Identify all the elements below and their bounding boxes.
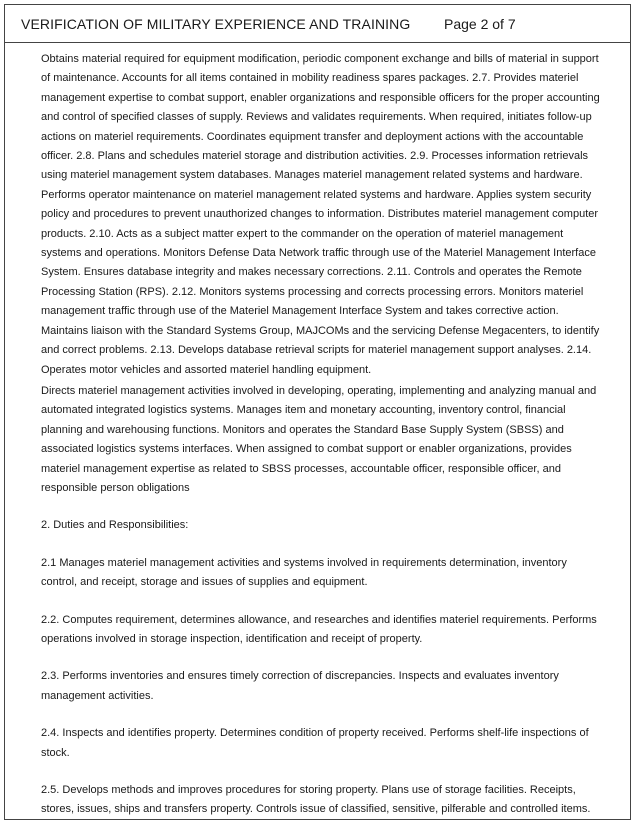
duty-item: 2.4. Inspects and identifies property. Determines condition of property received. Performs shelf-life inspections of stock. — [41, 727, 589, 759]
document-title: VERIFICATION OF MILITARY EXPERIENCE AND TRAINING — [21, 16, 411, 32]
continued-paragraph: Obtains material required for equipment modification, periodic component exchange and bills of material in support of maintenance. Accounts for all items contained in mobility readiness spares packages. 2.7. Provides materiel management expertise to combat support, enabler organizations and responsible officers for the proper accounting and control of specified classes of supply. Reviews and validates requirements. When required, initiates follow-up actions on materiel requirements. Coordinates equipment transfer and deployment actions with the accountable officer. 2.8. Plans and schedules materiel storage and distribution activities. 2.9. Processes information retrievals using materiel management system databases. Manages materiel management related systems and hardware. Performs operator maintenance on materiel management related systems and hardware. Applies system security policy and procedures to prevent unauthorized changes to information. Distributes materiel management computer products. 2.10. Acts as a subject matter expert to the commander on the operation of materiel management systems and operations. Monitors Defense Data Network traffic through use of the Materiel Management Interface System. Ensures database integrity and makes necessary corrections. 2.11. Controls and operates the Remote Processing Station (RPS). 2.12. Monitors systems processing and corrects processing errors. Monitors materiel management traffic through use of the Materiel Management Interface System and takes corrective action. Maintains liaison with the Standard Systems Group, MAJCOMs and the servicing Defense Megacenters, to identify and correct problems. 2.13. Develops database retrieval scripts for materiel management support analyses. 2.14. Operates motor vehicles and assorted materiel handling equipment. — [41, 53, 600, 376]
document-page — [4, 4, 631, 820]
summary-paragraph: Directs materiel management activities involved in developing, operating, implementing and analyzing manual and automated integrated logistics systems. Manages item and monetary accounting, inventory control, financial planning and warehousing functions. Monitors and operates the Standard Base Supply System (SBSS) and associated logistics systems interfaces. When assigned to combat support or enabler organizations, provides materiel management expertise as related to SBSS processes, accountable officer, responsible officer, and responsible person obligations — [41, 384, 597, 494]
page-number: Page 2 of 7 — [444, 16, 516, 32]
document-body — [41, 50, 603, 838]
duty-item: 2.5. Develops methods and improves procedures for storing property. Plans use of storage facilities. Receipts, stores, issues, ships and transfers property. Controls issue of classified, sensitive, pilferable and controlled items. — [41, 784, 591, 816]
duty-item: 2.2. Computes requirement, determines allowance, and researches and identifies materiel requirements. Performs operations involved in storage inspection, identification and receipt of property. — [41, 613, 597, 645]
duty-item: 2.1 Manages materiel management activities and systems involved in requirements determination, inventory control, and receipt, storage and issues of supplies and equipment. — [41, 556, 567, 589]
duty-item: 2.3. Performs inventories and ensures timely correction of discrepancies. Inspects and evaluates inventory management activities. — [41, 670, 559, 702]
section-heading: 2. Duties and Responsibilities: — [41, 519, 189, 532]
page-header — [5, 5, 630, 43]
